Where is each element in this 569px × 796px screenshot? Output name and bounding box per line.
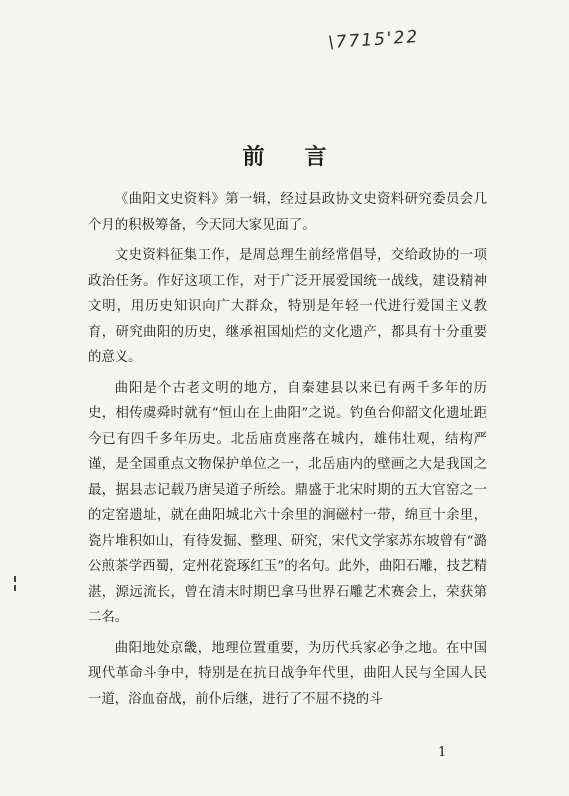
paragraph-3: 曲阳是个古老文明的地方，自秦建县以来已有两千多年的历史，相传虞舜时就有“恒山在上曲阳”之说。钓鱼台仰韶文化遗址距今已有四千多年历史。北岳庙贲座落在城内，雄伟壮观，结构严谨，是全国重点文物保护单位之一，北岳庙内的壁画之大是我国之最，据县志记载乃唐吴道子所绘。鼎盛于北宋时期的五大官窑之一的定窑遗址，就在曲阳城北六十余里的涧磁村一带，绵亘十余里，瓷片堆积如山，有待发掘、整理、研究，宋代文学家苏东坡曾有“潞公煎茶学西蜀，定州花瓷琢红玉”的名句。此外，曲阳石雕，技艺精湛，源远流长，曾在清末时期巴拿马世界石雕艺术赛会上，荣获第二名。 bbox=[88, 380, 487, 625]
paragraph-4: 曲阳地处京畿，地理位置重要，为历代兵家必争之地。在中国现代革命斗争中，特别是在抗日战争年代里，曲阳人民与全国人民一道，浴血奋战，前仆后继，进行了不屈不挠的斗 bbox=[88, 640, 487, 707]
page-title: 前言 bbox=[242, 144, 367, 170]
binding-mark bbox=[14, 585, 16, 591]
body-text bbox=[88, 187, 487, 717]
page-number: 1 bbox=[438, 745, 447, 760]
paragraph-1: 《曲阳文史资料》第一辑，经过县政协文史资料研究委员会几个月的积极筹备，今天同大家见面了。 bbox=[88, 192, 487, 233]
handwritten-note: \7715'22 bbox=[327, 26, 420, 54]
paragraph-2: 文史资料征集工作，是周总理生前经常倡导，交给政协的一项政治任务。作好这项工作，对于广泛开展爱国统一战线，建设精神文明，用历史知识向广大群众，特别是年轻一代进行爱国主义教育，研究曲阳的历史，继承祖国灿烂的文化遗产，都具有十分重要的意义。 bbox=[88, 248, 487, 365]
binding-mark bbox=[14, 576, 16, 582]
